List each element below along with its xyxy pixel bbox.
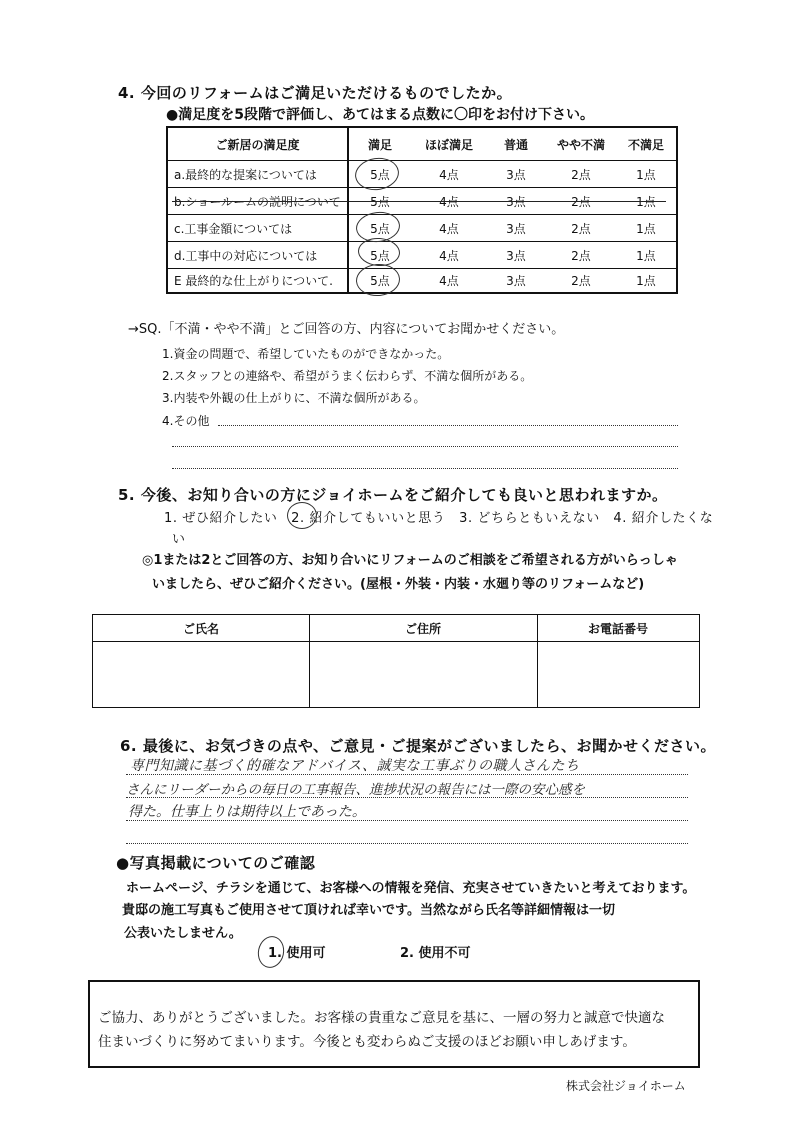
score-1[interactable]: 1点 <box>636 248 656 263</box>
table-row <box>168 241 676 268</box>
sq-option[interactable]: 1.資金の問題で、希望していたものができなかった。 <box>162 347 450 361</box>
score-1[interactable]: 1点 <box>636 221 656 236</box>
photo-text: 貴邸の施工写真もご使用させて頂ければ幸いです。当然ながら氏名等詳細情報は一切 <box>122 903 615 918</box>
score-5[interactable]: 5点 <box>370 194 390 209</box>
q5-options-wrap: い <box>172 532 186 547</box>
q4-instruction: ●満足度を5段階で評価し、あてはまる点数に〇印をお付け下さい。 <box>166 107 594 123</box>
photo-text: 公表いたしません。 <box>124 926 242 941</box>
table-header-label: ご新居の満足度 <box>168 128 348 160</box>
score-5[interactable]: 5点 <box>370 221 390 236</box>
col-header: 満足 <box>367 137 392 152</box>
referral-table <box>92 614 700 708</box>
table-row <box>168 268 676 292</box>
sq-option[interactable]: 3.内装や外観の仕上がりに、不満な個所がある。 <box>162 391 426 405</box>
table-row <box>168 187 676 214</box>
photo-option-deny[interactable]: 2. 使用不可 <box>400 946 471 961</box>
score-2[interactable]: 2点 <box>571 274 591 288</box>
photo-title: ●写真掲載についてのご確認 <box>116 854 316 872</box>
score-1[interactable]: 1点 <box>636 194 656 209</box>
photo-text: ホームページ、チラシを通じて、お客様への情報を発信、充実させていきたいと考えております。 <box>126 881 696 896</box>
score-3[interactable]: 3点 <box>506 248 526 263</box>
row-label: E 最終的な仕上がりについて. <box>168 269 348 292</box>
score-5[interactable]: 5点 <box>370 248 390 263</box>
score-5[interactable]: 5点 <box>370 167 390 182</box>
closing-line: 住まいづくりに努めてまいります。今後とも変わらぬご支援のほどお願い申しあげます。 <box>98 1034 636 1050</box>
score-5[interactable]: 5点 <box>370 274 390 288</box>
closing-line: ご協力、ありがとうございました。お客様の貴重なご意見を基に、一層の努力と誠意で快適な <box>98 1010 665 1026</box>
q5-note: いましたら、ぜひご紹介ください。(屋根・外装・内装・水廻り等のリフォームなど) <box>152 577 645 592</box>
score-2[interactable]: 2点 <box>571 221 591 236</box>
sq-option[interactable]: 4.その他 <box>162 414 210 428</box>
score-3[interactable]: 3点 <box>506 221 526 236</box>
row-label: d.工事中の対応については <box>168 242 348 268</box>
company-name: 株式会社ジョイホーム <box>566 1079 686 1093</box>
handwritten-comment: 専門知識に基づく的確なアドバイス、誠実な工事ぶりの職人さんたち <box>130 758 580 774</box>
score-2[interactable]: 2点 <box>571 248 591 263</box>
score-4[interactable]: 4点 <box>439 221 459 236</box>
row-label: c.工事金額については <box>168 215 348 241</box>
sq-title: →SQ.「不満・やや不満」とご回答の方、内容についてお聞かせください。 <box>128 322 565 337</box>
selected-circle-mark <box>255 934 287 971</box>
q4-title: 4. 今回のリフォームはご満足いただけるものでしたか。 <box>118 84 513 102</box>
ref-header-address: ご住所 <box>404 621 441 636</box>
sq-option[interactable]: 2.スタッフとの連絡や、希望がうまく伝わらず、不満な個所がある。 <box>162 369 533 383</box>
table-row <box>168 214 676 241</box>
q5-title: 5. 今後、お知り合いの方にジョイホームをご紹介しても良いと思われますか。 <box>118 486 668 504</box>
col-header: ほぼ満足 <box>424 137 473 152</box>
ref-header-name: ご氏名 <box>182 621 219 636</box>
score-3[interactable]: 3点 <box>506 194 526 209</box>
ref-address-field[interactable] <box>309 641 537 707</box>
score-3[interactable]: 3点 <box>506 274 526 288</box>
answer-line[interactable] <box>218 425 678 426</box>
ref-name-field[interactable] <box>93 641 309 707</box>
ref-phone-field[interactable] <box>537 641 699 707</box>
selected-circle-mark <box>287 502 317 529</box>
row-label: a.最終的な提案については <box>168 161 348 187</box>
score-2[interactable]: 2点 <box>571 167 591 182</box>
col-header: 普通 <box>503 137 528 152</box>
col-header: やや不満 <box>556 137 605 152</box>
ref-header-phone: お電話番号 <box>587 621 648 636</box>
table-row <box>168 160 676 187</box>
answer-line[interactable] <box>172 446 678 447</box>
closing-message-box <box>88 980 700 1068</box>
handwritten-comment: 得た。仕事上りは期待以上であった。 <box>128 804 366 820</box>
handwritten-comment: さんにリーダーからの毎日の工事報告、進捗状況の報告には一際の安心感を <box>126 782 585 798</box>
q6-title: 6. 最後に、お気づきの点や、ご意見・ご提案がございましたら、お聞かせください。 <box>120 737 717 755</box>
score-1[interactable]: 1点 <box>636 274 656 288</box>
score-3[interactable]: 3点 <box>506 167 526 182</box>
strikethrough-line <box>172 201 666 202</box>
score-4[interactable]: 4点 <box>439 167 459 182</box>
score-1[interactable]: 1点 <box>636 167 656 182</box>
q5-options[interactable]: 1. ぜひ紹介したい 2. 紹介してもいいと思う 3. どちらともいえない 4. 紹介したくな <box>164 511 714 526</box>
answer-line[interactable] <box>126 843 688 844</box>
table-header-row <box>168 128 676 160</box>
score-2[interactable]: 2点 <box>571 194 591 209</box>
photo-option-allow[interactable]: 1. 使用可 <box>268 946 326 961</box>
score-4[interactable]: 4点 <box>439 194 459 209</box>
col-header: 不満足 <box>627 137 664 152</box>
q5-note: ◎1または2とご回答の方、お知り合いにリフォームのご相談をご希望される方がいらっしゃ <box>142 553 678 568</box>
score-4[interactable]: 4点 <box>439 274 459 288</box>
score-4[interactable]: 4点 <box>439 248 459 263</box>
satisfaction-table <box>166 126 678 294</box>
row-label: b.ショールームの説明について <box>168 188 348 214</box>
answer-line[interactable] <box>172 468 678 469</box>
